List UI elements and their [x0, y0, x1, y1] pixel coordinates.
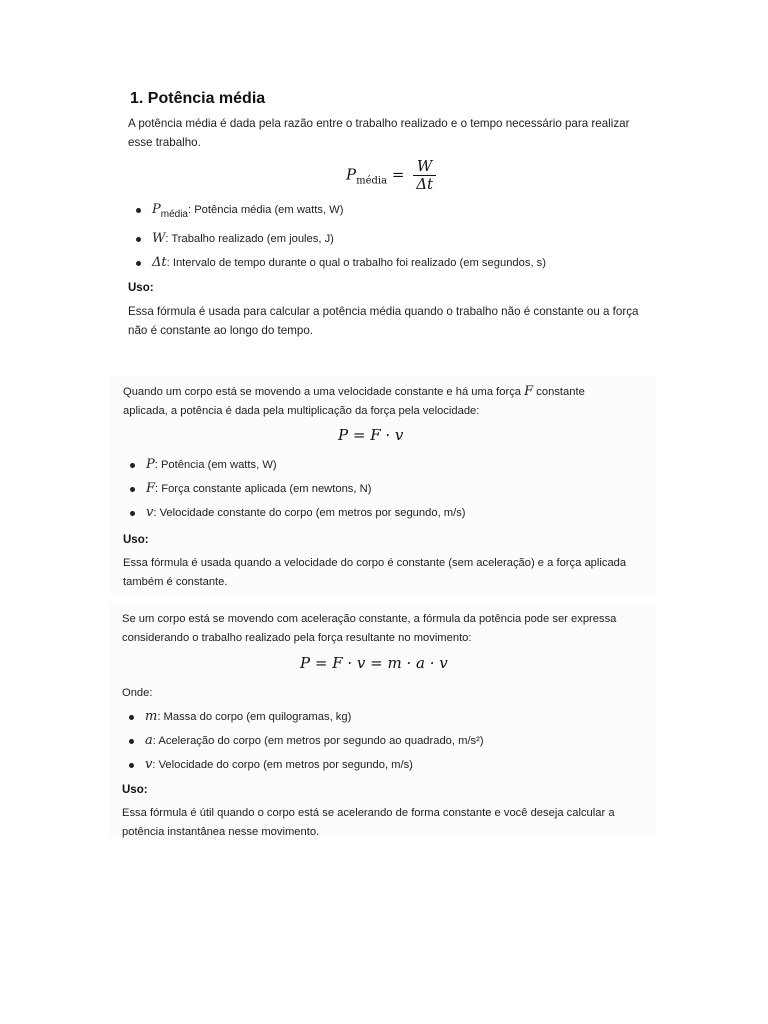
uso-label: Uso:: [128, 282, 154, 294]
intro-line-2: aplicada, a potência é dada pela multiplicação da força pela velocidade:: [123, 405, 480, 417]
variables-list: [127, 705, 484, 777]
variable-description: : Velocidade constante do corpo (em metros por segundo, m/s): [153, 507, 466, 519]
intro-line-2: considerando o trabalho realizado pela força resultante no movimento:: [122, 632, 472, 644]
intro-line-2: esse trabalho.: [128, 136, 201, 149]
intro-text: [122, 610, 616, 648]
uso-line-1: Essa fórmula é útil quando o corpo está se acelerando de forma constante e você deseja calcular a: [122, 807, 615, 819]
variable-description: : Intervalo de tempo durante o qual o trabalho foi realizado (em segundos, s): [166, 257, 546, 269]
intro-line-1: Se um corpo está se movendo com aceleração constante, a fórmula da potência pode ser expressa: [122, 613, 617, 625]
uso-text: [128, 302, 638, 340]
list-item: [134, 251, 546, 275]
variable-symbol: m: [145, 709, 158, 724]
intro-line-1: A potência média é dada pela razão entre o trabalho realizado e o tempo necessário para realizar: [128, 117, 630, 130]
variable-symbol: W: [152, 231, 166, 246]
variables-list: [128, 453, 466, 525]
list-item: [127, 729, 484, 753]
variable-symbol: Δt: [152, 255, 167, 270]
variable-description: : Trabalho realizado (em joules, J): [165, 233, 334, 245]
variable-symbol: v: [146, 505, 154, 520]
variable-description: : Aceleração do corpo (em metros por segundo ao quadrado, m/s²): [152, 735, 484, 747]
section-potencia-velocidade-constante: [110, 376, 656, 594]
variable-description: : Massa do corpo (em quilogramas, kg): [157, 711, 352, 723]
uso-line-1: Essa fórmula é usada quando a velocidade do corpo é constante (sem aceleração) e a força aplicada: [123, 557, 627, 569]
intro-text: [123, 382, 585, 421]
section-potencia-media: [118, 84, 658, 346]
intro-text: [128, 114, 629, 152]
variable-symbol: P: [152, 202, 161, 217]
formula-potencia-media: $P_{média}$ = $\frac{W}{\Delta t}$: [346, 158, 436, 193]
variable-symbol: P: [146, 457, 155, 472]
uso-label: Uso:: [123, 534, 149, 546]
uso-text: [123, 554, 626, 592]
formula-lhs: P: [346, 165, 357, 184]
list-item: [128, 477, 466, 501]
uso-line-2: potência instantânea nesse movimento.: [122, 826, 320, 838]
uso-line-1: Essa fórmula é usada para calcular a potência média quando o trabalho não é constante ou a força: [128, 305, 639, 318]
fraction-numerator: W: [413, 158, 436, 176]
list-item: [127, 753, 484, 777]
variable-subscript: média: [160, 209, 188, 220]
variable-description: : Potência média (em watts, W): [188, 204, 344, 216]
list-item: [127, 705, 484, 729]
fraction-denominator: Δt: [416, 175, 434, 193]
variable-description: : Força constante aplicada (em newtons, N): [155, 483, 372, 495]
list-item: [128, 501, 466, 525]
uso-text: [122, 804, 615, 842]
uso-label: Uso:: [122, 784, 148, 796]
intro-line-1-end: constante: [536, 386, 585, 398]
section-potencia-aceleracao-constante: [110, 604, 656, 836]
uso-line-2: não é constante ao longo do tempo.: [128, 324, 313, 337]
uso-line-2: também é constante.: [123, 576, 228, 588]
variable-description: : Velocidade do corpo (em metros por segundo, m/s): [152, 759, 413, 771]
list-item: [134, 198, 546, 227]
formula-subscript: média: [356, 175, 388, 187]
formula-fraction: [413, 158, 436, 193]
variable-symbol: v: [145, 757, 153, 772]
variable-description: : Potência (em watts, W): [154, 459, 277, 471]
formula-p-f-v-m-a-v: P = F · v = m · a · v: [300, 654, 448, 672]
formula-p-f-v: P = F · v: [338, 426, 404, 444]
intro-symbol: F: [524, 384, 534, 399]
intro-line-1: Quando um corpo está se movendo a uma velocidade constante e há uma força: [123, 386, 522, 398]
list-item: [128, 453, 466, 477]
list-item: [134, 227, 546, 251]
onde-label: Onde:: [122, 687, 153, 699]
section-heading: 1. Potência média: [130, 90, 266, 107]
variables-list: [134, 198, 546, 275]
variable-symbol: F: [146, 481, 156, 496]
variable-symbol: a: [145, 733, 153, 748]
